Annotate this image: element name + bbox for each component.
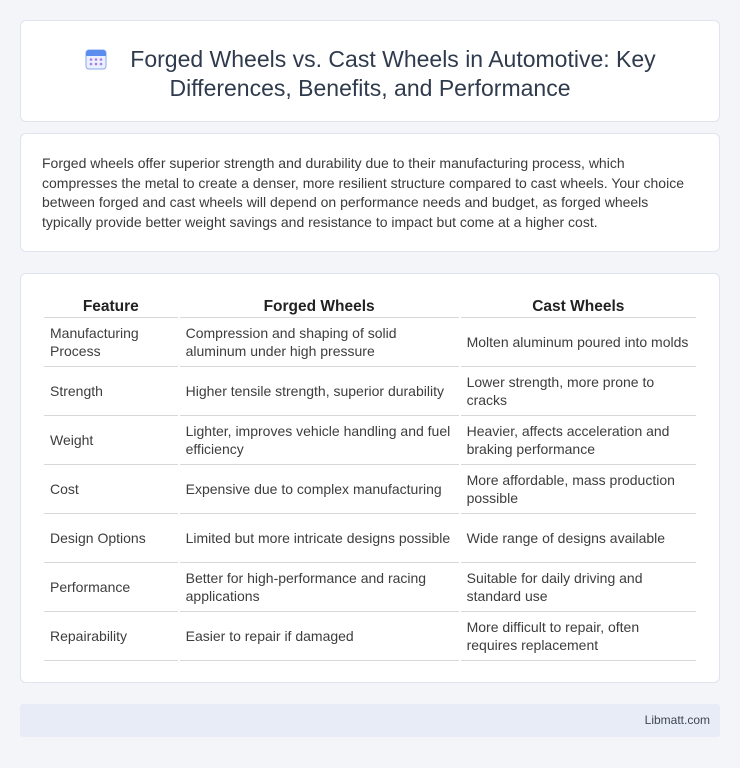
intro-card <box>20 133 720 252</box>
cast-cell: Lower strength, more prone to cracks <box>461 367 696 416</box>
table-row <box>44 367 696 416</box>
header-feature: Feature <box>44 296 178 318</box>
header-card <box>20 20 720 122</box>
forged-cell: Lighter, improves vehicle handling and fuel efficiency <box>180 416 459 465</box>
forged-cell: Compression and shaping of solid aluminum under high pressure <box>180 318 459 367</box>
cast-cell: More difficult to repair, often requires replacement <box>461 612 696 661</box>
cast-cell: Heavier, affects acceleration and braking performance <box>461 416 696 465</box>
forged-cell: Expensive due to complex manufacturing <box>180 465 459 514</box>
cast-cell: Wide range of designs available <box>461 514 696 563</box>
feature-cell: Design Options <box>44 514 178 563</box>
feature-cell: Manufacturing Process <box>44 318 178 367</box>
table-row <box>44 318 696 367</box>
forged-cell: Better for high-performance and racing applications <box>180 563 459 612</box>
forged-cell: Easier to repair if damaged <box>180 612 459 661</box>
cast-cell: More affordable, mass production possible <box>461 465 696 514</box>
forged-cell: Limited but more intricate designs possible <box>180 514 459 563</box>
feature-cell: Performance <box>44 563 178 612</box>
intro-paragraph: Forged wheels offer superior strength and durability due to their manufacturing process, which compresses the metal to create a denser, more resilient structure compared to cast wheels. Your choice between forged and cast wheels will depend on performance needs and budget, as forged wheels typically provide better weight savings and resistance to impact but come at a higher cost. <box>42 155 684 230</box>
header-cast-wheels: Cast Wheels <box>461 296 696 318</box>
table-header-row <box>44 296 696 318</box>
feature-cell: Cost <box>44 465 178 514</box>
table-row <box>44 465 696 514</box>
table-row <box>44 416 696 465</box>
feature-cell: Strength <box>44 367 178 416</box>
table-row <box>44 612 696 661</box>
cast-cell: Suitable for daily driving and standard use <box>461 563 696 612</box>
table-row <box>44 514 696 563</box>
comparison-card <box>20 273 720 683</box>
forged-cell: Higher tensile strength, superior durability <box>180 367 459 416</box>
comparison-table <box>42 296 698 661</box>
feature-cell: Repairability <box>44 612 178 661</box>
footer-bar <box>20 704 720 737</box>
feature-cell: Weight <box>44 416 178 465</box>
calendar-icon <box>84 47 108 71</box>
cast-cell: Molten aluminum poured into molds <box>461 318 696 367</box>
header-forged-wheels: Forged Wheels <box>180 296 459 318</box>
footer-brand: Libmatt.com <box>644 713 710 727</box>
table-row <box>44 563 696 612</box>
page-title-container <box>21 45 719 103</box>
page-title: Forged Wheels vs. Cast Wheels in Automotive: Key Differences, Benefits, and Performance <box>130 46 656 101</box>
